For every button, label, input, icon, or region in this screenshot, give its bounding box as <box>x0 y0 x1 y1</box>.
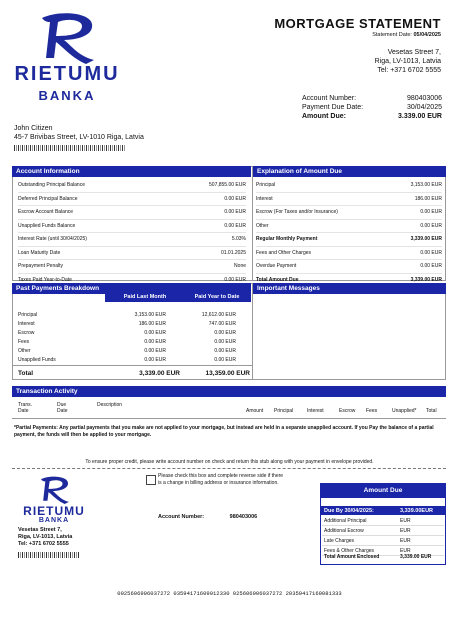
bank-address-line1: Vesetas Street 7, <box>387 49 441 56</box>
coupon-amount-label: Fees & Other Charges <box>324 547 375 554</box>
past-payment-last-month: 3,153.00 EUR <box>134 311 166 318</box>
important-messages-header: Important Messages <box>253 283 446 294</box>
bank-logo-icon <box>38 476 72 504</box>
coupon-amount-label: Additional Principal <box>324 517 367 524</box>
amount-due-value: 3.339.00 EUR <box>398 113 442 120</box>
coupon-amount-value: EUR <box>400 517 411 524</box>
past-payment-last-month: 0.00 EUR <box>144 338 166 345</box>
coupon-brand-subname: BANKA <box>38 517 70 524</box>
due-by-label: Due By 30/04/2025: <box>324 507 374 514</box>
explanation-list <box>256 179 442 287</box>
account-info-label: Interest Rate (until 30/04/2025) <box>18 236 87 243</box>
total-last-month: 3,339.00 EUR <box>139 369 180 377</box>
past-payment-label: Interest <box>18 320 35 327</box>
coupon-amount-value: EUR <box>400 537 411 544</box>
brand-subname: BANKA <box>38 88 96 103</box>
transaction-column-header: Total <box>426 408 437 414</box>
past-payment-label: Unapplied Funds <box>18 356 56 363</box>
customer-name: John Citizen <box>14 125 53 132</box>
past-payment-last-month: 0.00 EUR <box>144 356 166 363</box>
transaction-column-header: Description <box>97 402 123 408</box>
transaction-activity-header: Transaction Activity <box>12 386 446 397</box>
past-payment-row <box>18 310 250 319</box>
coupon-amount-rows <box>322 516 444 556</box>
past-payment-label: Other <box>18 347 31 354</box>
bank-phone: Tel: +371 6702 5555 <box>377 67 441 74</box>
account-info-row <box>18 206 246 220</box>
tear-line <box>12 468 446 469</box>
coupon-account-number <box>158 514 257 520</box>
total-enclosed-row <box>322 552 444 561</box>
total-label: Total <box>18 369 34 377</box>
account-info-list <box>18 179 246 287</box>
explanation-row <box>256 247 442 261</box>
account-info-value: 01.01.2025 <box>220 249 246 256</box>
account-info-row <box>18 193 246 207</box>
explanation-label: Total Amount Due <box>256 276 299 283</box>
payments-total-row <box>12 365 252 380</box>
coupon-phone: Tel: +371 6702 5555 <box>18 541 69 547</box>
transaction-column-header: Unapplied* <box>392 408 417 414</box>
transaction-column-header: Amount <box>246 408 264 414</box>
coupon-amount-row <box>322 516 444 526</box>
account-info-value: 0.00 EUR <box>224 222 246 229</box>
page-title: MORTGAGE STATEMENT <box>274 16 441 31</box>
statement-date <box>372 32 441 38</box>
account-info-label: Deferred Principal Balance <box>18 195 78 202</box>
past-payment-ytd: 0.00 EUR <box>214 356 236 363</box>
past-payment-ytd: 0.00 EUR <box>214 329 236 336</box>
account-info-value: 0.00 EUR <box>224 209 246 216</box>
coupon-address-line1: Vesetas Street 7, <box>18 527 62 533</box>
due-by-row <box>320 506 446 515</box>
past-payment-last-month: 0.00 EUR <box>144 347 166 354</box>
brand-name: RIETUMU <box>14 63 120 85</box>
explanation-row <box>256 179 442 193</box>
explanation-row <box>256 220 442 234</box>
past-payment-ytd: 0.00 EUR <box>214 347 236 354</box>
statement-date-value: 05/04/2025 <box>413 32 441 38</box>
past-payment-row <box>18 346 250 355</box>
past-payments-list <box>18 310 250 364</box>
explanation-row <box>256 260 442 274</box>
past-payment-ytd: 0.00 EUR <box>214 338 236 345</box>
past-payment-ytd: 12,612.00 EUR <box>201 311 236 318</box>
account-info-label: Escrow Account Balance <box>18 209 74 216</box>
account-number-value: 980403006 <box>406 95 442 102</box>
total-enclosed-label: Total Amount Enclosed <box>324 553 380 560</box>
explanation-row <box>256 206 442 220</box>
coupon-amount-value: EUR <box>400 527 411 534</box>
transaction-column-header: Interest <box>307 408 324 414</box>
coupon-bank-address <box>18 527 72 548</box>
explanation-label: Other <box>256 222 269 229</box>
bank-address <box>375 48 441 75</box>
amount-due-box-title: Amount Due <box>320 483 446 498</box>
transaction-column-header: Escrow <box>339 408 356 414</box>
account-info-row <box>18 247 246 261</box>
past-payment-label: Escrow <box>18 329 35 336</box>
total-enclosed-value: 3,339.00 EUR <box>400 553 432 560</box>
explanation-row <box>256 193 442 207</box>
coupon-amount-value: EUR <box>400 547 411 554</box>
coupon-address-line2: Riga, LV-1013, Latvia <box>18 534 73 540</box>
micr-line: 0025606906037272 03594171609012330 025606906037272 20359417169081333 <box>117 590 342 597</box>
explanation-label: Regular Monthly Payment <box>256 236 318 243</box>
transaction-column-header: Principal <box>274 408 294 414</box>
due-by-value: 3,339.00EUR <box>400 507 434 514</box>
account-info-label: Taxes Paid Year-to-Date <box>18 276 72 283</box>
explanation-value: 3,339.00 EUR <box>410 276 442 283</box>
transaction-column-header: Due Date <box>57 402 68 414</box>
account-info-value: 5.03% <box>231 236 246 243</box>
past-payment-row <box>18 328 250 337</box>
check-note-line2: is a change in billing address or insurance information. <box>158 480 279 486</box>
explanation-label: Overdue Payment <box>256 263 297 270</box>
customer-block <box>14 124 144 142</box>
account-info-value: None <box>234 263 246 270</box>
partial-payments-note: *Partial Payments: Any partial payments that you make are not applied to your mortgage, but instead are held in a separate unapplied account. If you Pay the balance of a partial payment, the funds will then be applied to your mortgage. <box>14 425 434 438</box>
coupon-amount-label: Additional Escrow <box>324 527 364 534</box>
past-payment-row <box>18 337 250 346</box>
postal-barcode <box>14 145 126 151</box>
account-info-row <box>18 220 246 234</box>
past-payments-header: Past Payments Breakdown <box>12 283 251 294</box>
address-change-checkbox[interactable] <box>146 475 156 485</box>
account-info-value: 0.00 EUR <box>224 195 246 202</box>
past-payment-last-month: 186.00 EUR <box>138 320 166 327</box>
col-paid-last-month: Paid Last Month <box>123 294 167 300</box>
explanation-value: 0.00 EUR <box>420 209 442 216</box>
account-info-label: Outstanding Principal Balance <box>18 182 85 189</box>
past-payment-ytd: 747.00 EUR <box>208 320 236 327</box>
amount-due-label: Amount Due: <box>302 113 346 120</box>
account-info-header: Account Information <box>12 166 251 177</box>
bank-logo-icon <box>38 12 98 64</box>
explanation-label: Interest <box>256 195 273 202</box>
past-payment-last-month: 0.00 EUR <box>144 329 166 336</box>
account-summary <box>302 94 442 121</box>
account-info-row <box>18 260 246 274</box>
coupon-account-label: Account Number: <box>158 514 205 520</box>
account-info-label: Prepayment Penalty <box>18 263 64 270</box>
coupon-amount-label: Late Charges <box>324 537 355 544</box>
coupon-account-value: 980403006 <box>229 514 258 520</box>
account-info-label: Unapplied Funds Balance <box>18 222 76 229</box>
explanation-value: 0.00 EUR <box>420 263 442 270</box>
account-info-row <box>18 179 246 193</box>
transaction-column-header: Fees <box>366 408 378 414</box>
explanation-row <box>256 233 442 247</box>
coupon-amount-row <box>322 536 444 546</box>
explanation-label: Fees and Other Charges <box>256 249 312 256</box>
explanation-value: 186.00 EUR <box>414 195 442 202</box>
coupon-amount-row <box>322 526 444 536</box>
total-ytd: 13,359.00 EUR <box>205 369 250 377</box>
explanation-value: 3,153.00 EUR <box>410 182 442 189</box>
account-info-value: 507,855.00 EUR <box>209 182 246 189</box>
transaction-column-header: Trans. Date <box>18 402 32 414</box>
past-payment-row <box>18 355 250 364</box>
explanation-value: 3,339.00 EUR <box>410 236 442 243</box>
payment-due-value: 30/04/2025 <box>406 104 442 111</box>
coupon-instruction: To ensure proper credit, please write account number on check and return this stub along with your payment in envelope provided. <box>85 459 374 465</box>
payment-due-label: Payment Due Date: <box>302 104 364 111</box>
account-info-value: 0.00 EUR <box>224 276 246 283</box>
explanation-value: 0.00 EUR <box>420 222 442 229</box>
explanation-value: 0.00 EUR <box>420 249 442 256</box>
explanation-label: Escrow (For Taxes and/or Insurance) <box>256 209 338 216</box>
bank-address-line2: Riga, LV-1013, Latvia <box>374 58 441 65</box>
past-payment-label: Fees <box>18 338 30 345</box>
coupon-brand-name: RIETUMU <box>23 504 85 518</box>
account-number-label: Account Number: <box>302 95 357 102</box>
explanation-header: Explanation of Amount Due <box>253 166 446 177</box>
col-paid-ytd: Paid Year to Date <box>194 294 240 300</box>
check-note-line1: Please check this box and complete reverse side if there <box>158 473 284 479</box>
customer-address: 45-7 Brivibas Street, LV-1010 Riga, Latvia <box>14 134 144 141</box>
past-payment-row <box>18 319 250 328</box>
explanation-label: Principal <box>256 182 276 189</box>
statement-date-label: Statement Date: <box>372 32 412 38</box>
account-info-row <box>18 233 246 247</box>
address-change-note <box>158 473 283 487</box>
account-info-label: Loan Maturity Date <box>18 249 61 256</box>
divider <box>252 166 253 281</box>
transaction-columns <box>12 398 446 419</box>
past-payment-label: Principal <box>18 311 38 318</box>
coupon-barcode <box>18 552 80 558</box>
